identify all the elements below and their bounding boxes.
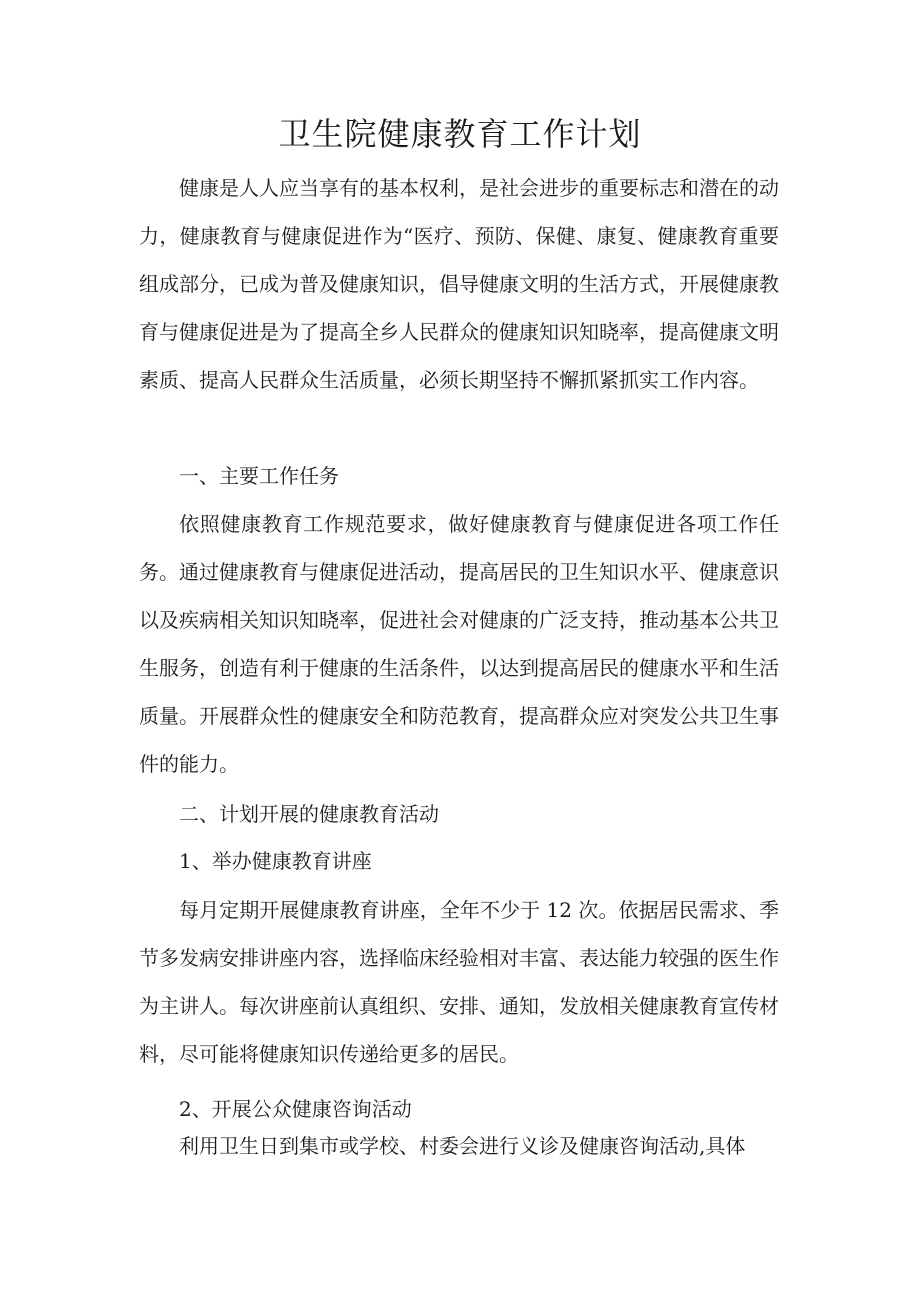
item-2-heading: 2、开展公众健康咨询活动 bbox=[179, 1097, 412, 1121]
item-1-heading: 1、举办健康教育讲座 bbox=[179, 849, 372, 873]
section-2-heading: 二、计划开展的健康教育活动 bbox=[179, 802, 439, 826]
intro-paragraph: 健康是人人应当享有的基本权利，是社会进步的重要标志和潜在的动力，健康教育与健康促进作为“医疗、预防、保健、康复、健康教育重要组成部分，已成为普及健康知识，倡导健康文明的生活方式，开展健康教育与健康促进是为了提高全乡人民群众的健康知识知晓率，提高健康文明素质、提高人民群众生活质量，必须长期坚持不懈抓紧抓实工作内容。 bbox=[139, 176, 779, 392]
section-1-heading: 一、主要工作任务 bbox=[179, 464, 339, 488]
document-title: 卫生院健康教育工作计划 bbox=[278, 115, 642, 153]
item-1-body: 每月定期开展健康教育讲座，全年不少于 12 次。依据居民需求、季节多发病安排讲座内容，选择临床经验相对丰富、表达能力较强的医生作为主讲人。每次讲座前认真组织、安排、通知，发放相关健康教育宣传材料，尽可能将健康知识传递给更多的居民。 bbox=[139, 898, 779, 1066]
item-2-body: 利用卫生日到集市或学校、村委会进行义诊及健康咨询活动,具体 bbox=[179, 1134, 746, 1158]
section-1-body: 依照健康教育工作规范要求，做好健康教育与健康促进各项工作任务。通过健康教育与健康促进活动，提高居民的卫生知识水平、健康意识以及疾病相关知识知晓率，促进社会对健康的广泛支持，推动基本公共卫生服务，创造有利于健康的生活条件，以达到提高居民的健康水平和生活质量。开展群众性的健康安全和防范教育，提高群众应对突发公共卫生事件的能力。 bbox=[139, 512, 779, 776]
